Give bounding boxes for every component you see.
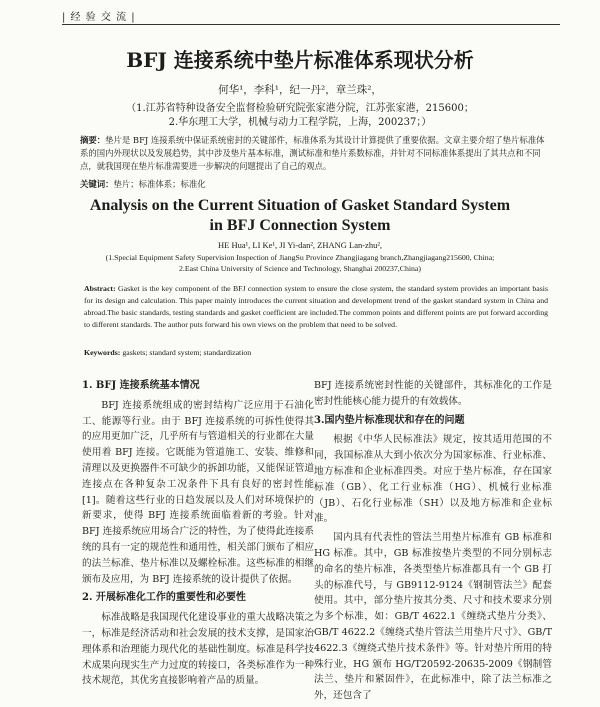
section-2-heading: 2. 开展标准化工作的重要性和必要性 — [82, 592, 246, 604]
affiliation-english-1: (1.Special Equipment Safety Supervision Inspection of JiangSu Province Zhangjiagang branch,Zhangjiagang215600, China; — [105, 253, 495, 262]
affiliation-chinese-2: 2.华东理工大学，机械与动力工程学院，上海，200237；） — [168, 117, 432, 128]
section-2-paragraph: 标准战略是我国现代化建设事业的重大战略决策之一，标准是经济活动和社会发展的技术支撑，是国家治理体系和治理能力现代化的基础性制度。标准是科学技术成果向现实生产力过度的转接口，各类标准作为一种技术规范，其优劣直接影响着产品的质量。 — [82, 612, 314, 687]
keywords-chinese — [80, 178, 206, 190]
section-1-paragraph: BFJ 连接系统组成的密封结构广泛应用于石油化工、能源等行业。由于 BFJ 连接系统的可拆性使得其的应用更加广泛，几乎所有与管道相关的行业都在大量使用着 BFJ 连接。它既能为管道施工、安装、维修和清理以及更换器件不可缺少的拆卸功能，又能保证管道连接点在各种复杂工况条件下具有良好的密封性能[1]。随着这些行业的日趋发展以及人们对环境保护的新要求，使得 BFJ 连接系统面临着新的考验。针对 BFJ 连接系统应用场合广泛的特性，为了使得此连接系统的具有一定的规范性和通用性，相关部门颁布了相应的法兰标准、垫片标准以及螺栓标准。这些标准的相继颁布及应用，为 BFJ 连接系统的设计提供了依据。 — [82, 399, 314, 585]
affiliation-english-2: 2.East China University of Science and Technology, Shanghai 200237,China) — [179, 264, 421, 273]
authors-chinese: 何华¹，李科¹，纪一丹²，章兰珠²， — [218, 84, 382, 96]
keywords-english — [84, 348, 251, 357]
abstract-english-text: Gasket is the key component of the BFJ connection system to ensure the close system, the standard system provides an important basis for its design and calculation. This paper mainly introduces the current situation and development trend of the gasket standard system in China and abroad.The basic standards, testing standards and gasket coefficient are included.The common points and different points are put forward according to different standards. The author puts forward his own views on the problem that need to be solved. — [84, 284, 549, 329]
body-column-left — [82, 378, 314, 692]
section-1-heading: 1. BFJ 连接系统基本情况 — [82, 380, 200, 391]
keywords-chinese-text: 垫片；标准体系；标准化 — [113, 179, 206, 189]
abstract-english — [84, 283, 548, 331]
authors-english: HE Hua¹, LI Ke¹, JI Yi-dan², ZHANG Lan-zhu², — [217, 240, 382, 250]
section-2-continuation: BFJ 连接系统密封性能的关键部件，其标准化的工作是密封性能核心能力提升的有效载体。 — [314, 380, 552, 407]
abstract-chinese — [80, 134, 548, 173]
keywords-english-label: Keywords: — [84, 348, 121, 357]
title-english-line-2: in BFJ Connection System — [209, 217, 391, 234]
keywords-english-text: gaskets; standard system; standardization — [122, 348, 252, 357]
abstract-chinese-label: 摘要： — [80, 135, 106, 145]
title-english-line-1: Analysis on the Current Situation of Gasket Standard System — [89, 197, 511, 214]
body-column-right — [314, 378, 552, 707]
affiliation-chinese-1: （1.江苏省特种设备安全监督检验研究院张家港分院，江苏张家港，215600； — [126, 103, 474, 114]
running-header: | 经 验 交 流 | — [62, 12, 136, 23]
section-3-paragraph-2: 国内具有代表性的管法兰用垫片标准有 GB 标准和 HG 标准。其中，GB 标准按垫片类型的不同分别标志的命名的垫片标准，各类型垫片标准都具有一个 GB 打头的标准代号，与 GB9112-9124《钢制管法兰》配套使用。其中，部分垫片按其分类、尺寸和技术要求分别为多个标准，如：GB/T 4622.1《缠绕式垫片分类》、GB/T 4622.2《缠绕式垫片管法兰用垫片尺寸》、GB/T 4622.3《缠绕式垫片技术条件》等。针对垫片所用的特殊行业，HG 颁布 HG/T20592-20635-2009《钢制管法兰、垫片和紧固件》，在此标准中，除了法兰标准之外，还包含了 — [314, 532, 552, 702]
title-english — [0, 196, 600, 236]
keywords-chinese-label: 关键词： — [80, 179, 114, 189]
abstract-english-label: Abstract: — [84, 284, 116, 293]
section-3-heading: 3.国内垫片标准现状和存在的问题 — [314, 414, 465, 426]
header-divider — [62, 24, 560, 25]
abstract-chinese-text: 垫片是 BFJ 连接系统中保证系统密封的关键部件，标准体系为其设计计算提供了重要依据。文章主要介绍了垫片标准体系的国内外现状以及发展趋势，其中涉及垫片基本标准，测试标准和垫片系数标准，并针对不同标准体系提出了其共点和不同点，就我国现在垫片标准需要进一步解决的问题提出了自己的观点。 — [80, 135, 545, 171]
title-chinese: BFJ 连接系统中垫片标准体系现状分析 — [126, 48, 474, 72]
section-3-paragraph-1: 根据《中华人民标准法》规定，按其适用范围的不同，我国标准从大到小依次分为国家标准、行业标准、地方标准和企业标准四类。对应于垫片标准，存在国家标准（GB）、化工行业标准（HG）、机械行业标准（JB）、石化行业标准（SH）以及地方标准和企业标准。 — [314, 434, 552, 525]
